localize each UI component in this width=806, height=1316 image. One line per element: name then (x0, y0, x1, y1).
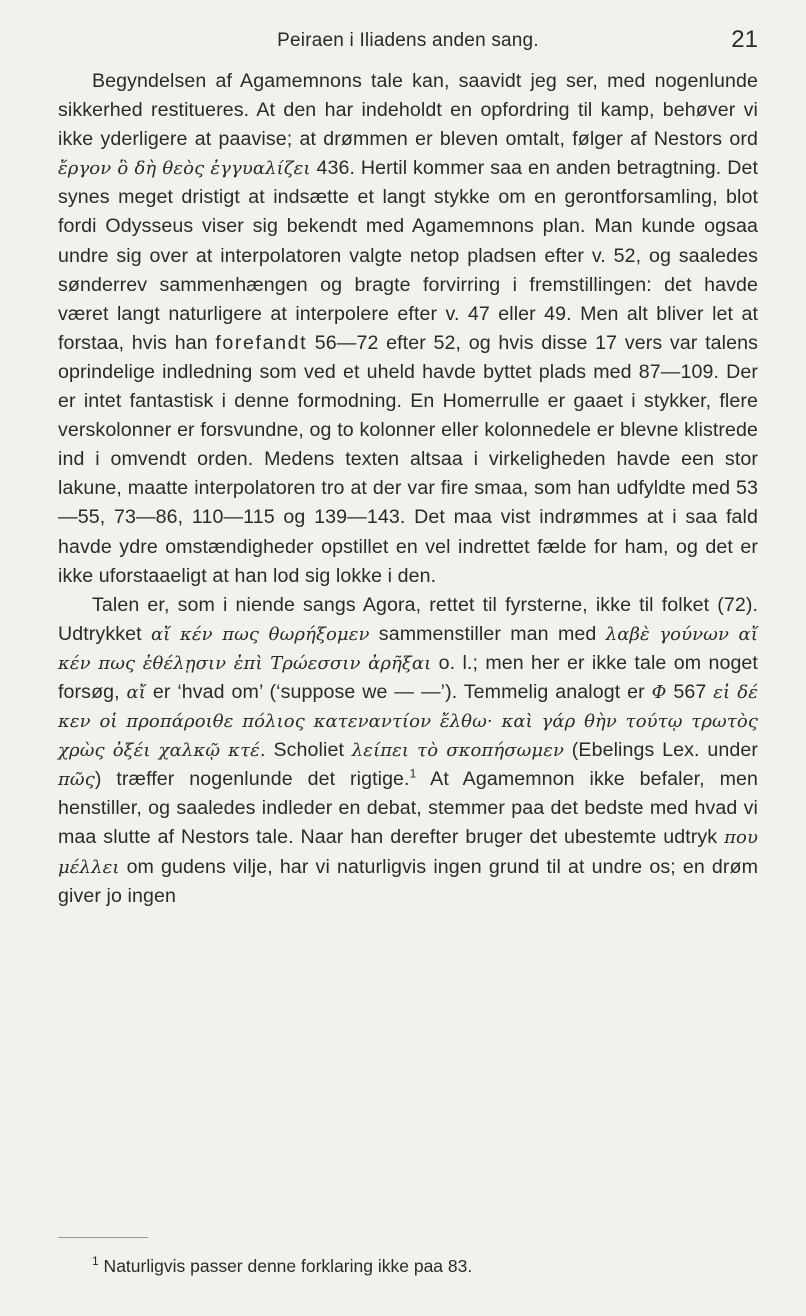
paragraph-1-text-2: 436. Hertil kommer saa en anden betragtning. Det synes meget dristigt at indsætte et langt stykke om en gerontforsamling, blot fordi Odysseus viser sig bekendt med Agamemnons plan. Man kunde ogsaa undre sig over at interpolatoren valgte netop pladsen efter v. 52, og saaledes sønderrev sammenhængen og bragte forvirring i fremstillingen: det havde været langt naturligere at interpolere efter v. 47 eller 49. Men alt bliver let at forstaa, hvis han (58, 157, 758, 354)
footnote-text: Naturligvis passer denne forklaring ikke paa 83. (98, 1256, 473, 1276)
greek-quote: λαβὲ γούνων αἴ κέν πως ἐθέλῃσιν ἐπὶ Τρώεσσιν ἀρῆξαι (58, 623, 758, 674)
greek-quote: ἔργον ὃ δὴ θεὸς ἐγγυαλίζει (58, 158, 311, 180)
paragraph-2-text-2: sammenstiller man med (369, 622, 606, 645)
paragraph-2 (58, 591, 758, 911)
footnote-mark: 1 (92, 1254, 99, 1269)
running-title: Peiraen i Iliadens anden sang. (277, 30, 539, 51)
paragraph-1-text-3: 56—72 efter 52, og hvis disse 17 vers var talens oprindelige indledning som ved et uheld havde byttet plads med 87—109. Der er intet fantastisk i denne formodning. En Homerrulle er gaaet i stykker, flere verskolonner er forsvundne, og to kolonner eller kolonnedele er blevne klistrede ind i omvendt orden. Medens texten altsaa i virkeligheden havde een stor lakune, maatte interpolatoren tro at der var fire smaa, som han udfyldte med 53—55, 73—86, 110—115 og 139—143. Det maa vist indrømmes at i saa fald havde ydre omstændigheder opstillet en vel indrettet fælde for ham, og det er ikke uforstaaeligt at han lod sig lokke i den. (58, 331, 758, 587)
paragraph-1 (58, 67, 758, 591)
footnote (92, 1256, 758, 1277)
paragraph-2-text-8: ) træffer nogenlunde det rigtige. (94, 768, 410, 791)
greek-quote: που μέλλει (58, 827, 758, 878)
greek-quote: αἴ (126, 681, 146, 703)
page-number: 21 (731, 26, 758, 53)
greek-quote: λείπει τὸ σκοπήσωμεν (351, 740, 564, 762)
greek-quote: εἰ δέ κεν οἱ προπάροιθε πόλιος κατεναντίον ἔλθω· καὶ γάρ θὴν τούτῳ τρωτὸς χρὼς ὀξέι χαλκῷ κτέ. (58, 681, 758, 762)
paragraph-2-text-3: o. l.; men her er ikke tale om noget forsøg, (58, 651, 758, 703)
paragraph-2-text-6: Scholiet (265, 739, 352, 762)
greek-book-letter: Φ (651, 681, 667, 703)
spaced-emphasis: forefandt (215, 331, 308, 354)
footnote-reference: 1 (409, 766, 417, 781)
paragraph-2-text-5: 567 (666, 680, 714, 703)
paragraph-2-text-1: Talen er, som i niende sangs Agora, rettet til fyrsterne, ikke til folket (72). Udtrykket (58, 593, 758, 645)
greek-quote: πῶς (58, 769, 95, 791)
paragraph-1-text-1: Begyndelsen af Agamemnons tale kan, saavidt jeg ser, med nogenlunde sikkerhed restitueres. At den har indeholdt en opfordring til kamp, behøver vi ikke yderligere at paavise; at drømmen er bleven omtalt, følger af Nestors ord (58, 70, 758, 151)
paragraph-2-text-4: er ‘hvad om’ (‘suppose we — —’). Temmelig analogt er (145, 680, 652, 703)
paragraph-2-text-7: (Ebelings Lex. under (564, 739, 758, 762)
paragraph-2-text-10: om gudens vilje, har vi naturligvis ingen grund til at undre os; en drøm giver jo ingen (58, 855, 758, 907)
paragraph-2-text-9: At Agamemnon ikke befaler, men henstiller, og saaledes indleder en debat, stemmer paa det bedste med hvad vi maa slutte af Nestors tale. Naar han derefter bruger det ubestemte udtryk (58, 768, 759, 849)
footnote-divider (58, 1237, 148, 1238)
running-head (58, 28, 758, 58)
body-text (58, 67, 758, 911)
greek-quote: αἴ κέν πως θωρήξομεν (150, 623, 370, 645)
